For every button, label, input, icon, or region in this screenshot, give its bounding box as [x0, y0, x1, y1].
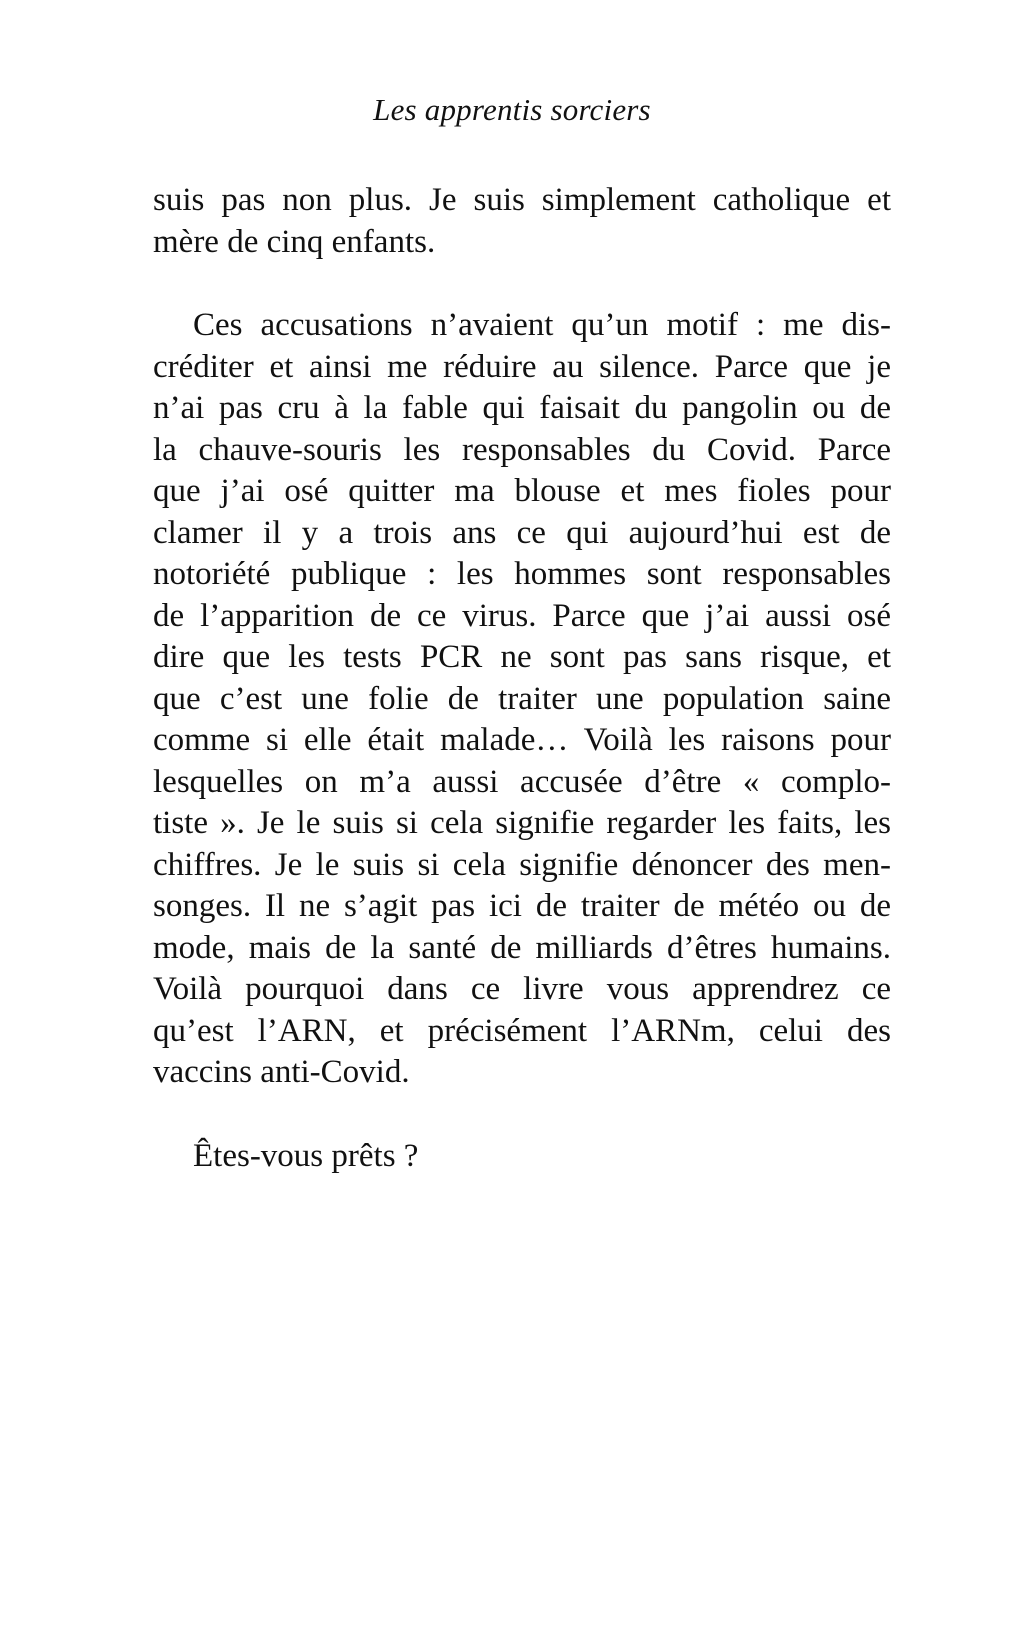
text-line: créditer et ainsi me réduire au silence. Parce que je — [153, 348, 891, 385]
text-line: suis pas non plus. Je suis simplement catholique et — [153, 182, 891, 218]
text-line: Ces accusations n’avaient qu’un motif : me dis- — [193, 307, 891, 343]
running-head: Les apprentis sorciers — [373, 92, 651, 127]
paragraph-gap — [153, 263, 891, 305]
text-line: Êtes-vous prêts ? — [193, 1137, 419, 1174]
paragraph-1 — [153, 180, 891, 263]
text-line: lesquelles on m’a aussi accusée d’être « complo- — [153, 763, 891, 800]
text-line: n’ai pas cru à la fable qui faisait du pangolin ou de — [153, 390, 891, 426]
text-line: la chauve-souris les responsables du Covid. Parce — [153, 431, 891, 468]
text-line: mère de cinq enfants. — [153, 223, 436, 260]
text-line: vaccins anti-Covid. — [153, 1054, 410, 1090]
text-line: mode, mais de la santé de milliards d’êtres humains. — [153, 929, 891, 966]
text-line: comme si elle était malade… Voilà les raisons pour — [153, 722, 891, 758]
text-line: que c’est une folie de traiter une population saine — [153, 680, 891, 717]
paragraph-2 — [153, 305, 891, 1094]
text-line: songes. Il ne s’agit pas ici de traiter de météo ou de — [153, 888, 891, 924]
text-line: que j’ai osé quitter ma blouse et mes fioles pour — [153, 473, 891, 509]
text-line: Voilà pourquoi dans ce livre vous apprendrez ce — [153, 971, 891, 1007]
text-line: qu’est l’ARN, et précisément l’ARNm, celui des — [153, 1012, 891, 1049]
paragraph-3 — [153, 1136, 891, 1178]
page-body — [153, 180, 891, 1177]
text-line: de l’apparition de ce virus. Parce que j’ai aussi osé — [153, 597, 891, 634]
paragraph-gap — [153, 1094, 891, 1136]
text-line: chiffres. Je le suis si cela signifie dénoncer des men- — [153, 846, 891, 883]
text-line: notoriété publique : les hommes sont responsables — [153, 556, 891, 592]
text-line: tiste ». Je le suis si cela signifie regarder les faits, les — [153, 805, 891, 841]
text-line: dire que les tests PCR ne sont pas sans risque, et — [153, 639, 891, 675]
text-line: clamer il y a trois ans ce qui aujourd’hui est de — [153, 514, 891, 551]
